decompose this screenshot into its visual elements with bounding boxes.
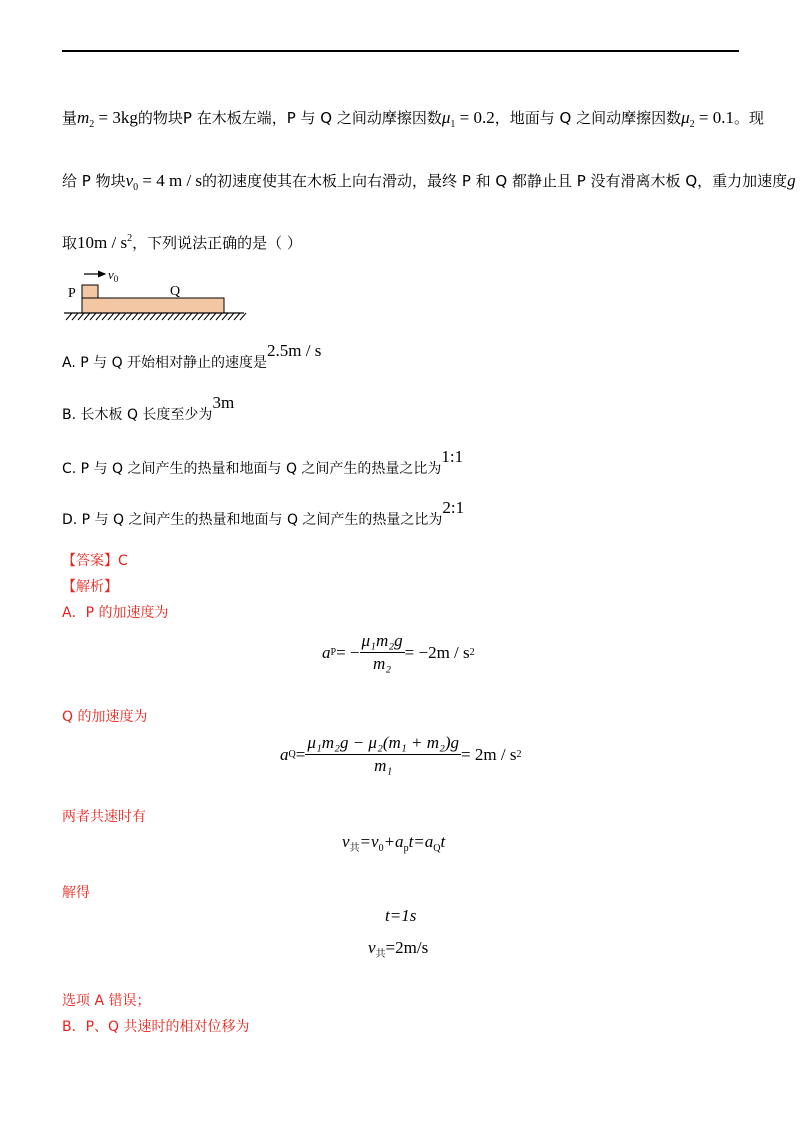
analysis-q-intro: Q 的加速度为 (62, 709, 148, 725)
fraction-ap: $\frac{\text{μ₁m₂g}}{\text{m₂}}$ (361, 631, 403, 673)
equation-aq: a Q = $\frac{\text{μ₁m₂g − μ₂(m₁ + m₂)g}}{\text{m₁}}$ = 2m / s 2 (280, 733, 522, 775)
board-q (82, 298, 224, 313)
problem-line-2: 给 P 物块$v_0 = 4$ m / s的初速度使其在木板上向右滑动，最终 P 和 Q 都静止且 P 没有滑离木板 Q，重力加速度g (62, 171, 796, 193)
label-q: Q (170, 284, 181, 299)
problem-line-3: 取$10m / s^2$，下列说法正确的是（ ） (62, 233, 302, 252)
option-b: B. 长木板 Q 长度至少为3m (62, 393, 235, 423)
label-v: $v_0$ (108, 268, 119, 284)
analysis-solve-intro: 解得 (62, 885, 90, 901)
fraction-aq: $\frac{\text{μ₁m₂g − μ₂(m₁ + m₂)g}}{\text{m₁}}$ (307, 733, 460, 775)
analysis-a-wrong: 选项 A 错误； (62, 993, 151, 1009)
board-block-diagram (60, 268, 250, 328)
equation-ap: a P = − $\frac{\text{μ₁m₂g}}{\text{m₂}}$ = −2m / s 2 (322, 631, 475, 673)
analysis-label: 【解析】 (62, 579, 118, 595)
analysis-b-intro: B．P、Q 共速时的相对位移为 (62, 1019, 250, 1035)
option-d: D. P 与 Q 之间产生的热量和地面与 Q 之间产生的热量之比为2:1 (62, 498, 465, 528)
equation-common-velocity: $v_共=v_0+a_pt=a_Qt$ (342, 832, 446, 854)
option-c: C. P 与 Q 之间产生的热量和地面与 Q 之间产生的热量之比为1:1 (62, 447, 464, 477)
header-rule (62, 50, 739, 52)
block-p (82, 285, 98, 298)
analysis-a-intro: A．P 的加速度为 (62, 605, 169, 621)
equation-time: t=1s (385, 906, 417, 925)
answer: 【答案】C (62, 553, 128, 569)
ground-hatching (66, 313, 246, 320)
equation-common-velocity-result: $v_共=2m/s$ (368, 938, 429, 960)
option-a: A. P 与 Q 开始相对静止的速度是2.5m / s (62, 341, 322, 371)
analysis-common-intro: 两者共速时有 (62, 809, 146, 825)
problem-line-1: 量$m_2 = 3kg$的物块P 在木板左端，P 与 Q 之间动摩擦因数$\mu_1 = 0.2$，地面与 Q 之间动摩擦因数$\mu_2 = 0.1$。现 (62, 108, 765, 130)
physics-figure (60, 268, 250, 328)
label-p: P (68, 286, 76, 301)
